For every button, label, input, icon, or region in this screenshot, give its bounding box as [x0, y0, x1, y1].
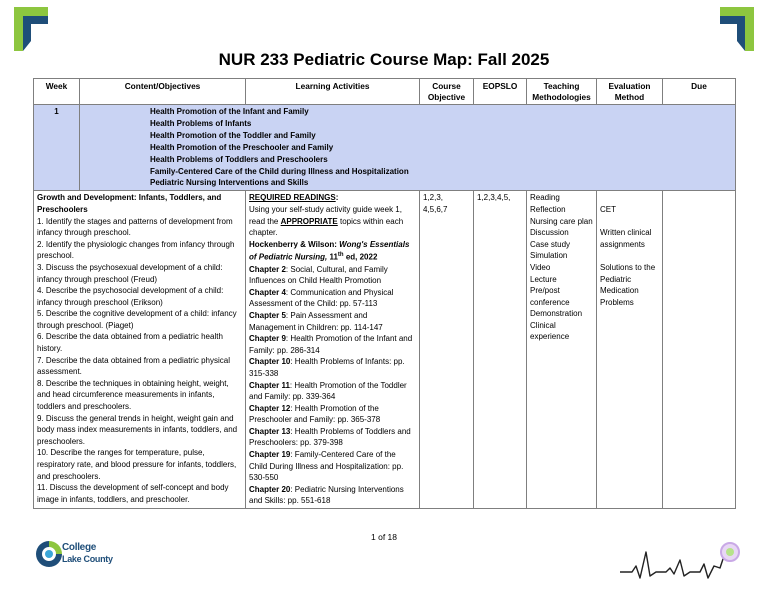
objective-item: 8. Describe the techniques in obtaining height, weight, and head circumference measurements in infants, toddlers and preschoolers. — [37, 378, 229, 412]
course-objective-line: 4,5,6,7 — [423, 204, 448, 214]
evaluation-method: Written clinical assignments — [600, 228, 652, 249]
chapter-reading: Chapter 13: Health Problems of Toddlers and Preschoolers: pp. 379-398 — [249, 426, 411, 448]
week-detail-row — [34, 191, 736, 509]
objective-item: 3. Discuss the psychosexual development of a child: infancy through preschool (Freud) — [37, 262, 223, 284]
chapter-reading: Chapter 2: Social, Cultural, and Family Influences on Child Health Promotion — [249, 264, 388, 286]
teaching-method: Demonstration — [530, 309, 583, 319]
college-logo — [34, 537, 124, 573]
learning-activities-cell — [246, 191, 420, 509]
teaching-method: Clinical experience — [530, 320, 570, 342]
header-course-objective: Course Objective — [420, 79, 474, 105]
week-number: 1 — [34, 105, 80, 191]
teaching-method: Pre/post conference — [530, 286, 570, 307]
evaluation-method: CET — [600, 204, 616, 214]
teaching-methods-cell — [527, 191, 597, 509]
heartbeat-line-icon — [620, 538, 742, 586]
week-topic: Pediatric Nursing Interventions and Skills — [150, 178, 309, 188]
teaching-method: Lecture — [530, 274, 557, 284]
teaching-method: Simulation — [530, 251, 568, 261]
week-topic: Health Promotion of the Infant and Family — [150, 107, 309, 116]
textbook-reference: Hockenberry & Wilson: Wong's Essentials of Pediatric Nursing, 11th ed, 2022 — [249, 239, 410, 262]
course-objective-line: 1,2,3, — [423, 193, 444, 203]
readings-heading: REQUIRED READINGS: — [249, 193, 339, 203]
teaching-method: Nursing care plan — [530, 216, 593, 226]
objective-item: 4. Describe the psychosocial development of a child: infancy through preschool (Erikson) — [37, 286, 224, 307]
teaching-method: Video — [530, 262, 551, 272]
header-eopslo: EOPSLO — [474, 79, 527, 105]
week-topic-row — [34, 105, 736, 191]
objective-item: 6. Describe the data obtained from a pediatric health history. — [37, 332, 223, 354]
chapter-reading: Chapter 5: Pain Assessment and Management in Children: pp. 114-147 — [249, 310, 383, 332]
objective-item: 11. Discuss the development of self-concept and body image in infants, toddlers, and preschooler. — [37, 483, 229, 504]
objective-item: 10. Describe the ranges for temperature, pulse, respiratory rate, and blood pressure for infants, toddlers, and preschoolers. — [37, 448, 237, 481]
corner-bracket-left-icon — [14, 7, 48, 51]
table-header-row — [34, 79, 736, 105]
teaching-method: Reflection — [530, 204, 566, 214]
week-topic: Family-Centered Care of the Child during Illness and Hospitalization — [150, 166, 409, 176]
header-activities: Learning Activities — [246, 79, 420, 105]
college-logo-icon — [34, 539, 64, 569]
objective-item: 7. Describe the data obtained from a pediatric physical assessment. — [37, 355, 230, 377]
evaluation-method: Solutions to the Pediatric Medication Problems — [600, 262, 656, 307]
header-week: Week — [34, 79, 80, 105]
chapter-reading: Chapter 4: Communication and Physical Assessment of the Child: pp. 57-113 — [249, 287, 394, 309]
objective-item: 5. Describe the cognitive development of a child: infancy through preschool. (Piaget) — [37, 309, 237, 330]
readings-intro: Using your self-study activity guide week 1, read the APPROPRIATE topics within each chapter. — [249, 204, 404, 238]
corner-bracket-right-icon — [720, 7, 754, 51]
teaching-method: Reading — [530, 193, 560, 203]
header-due: Due — [663, 79, 736, 105]
evaluation-methods-cell — [597, 191, 663, 509]
week-topic: Health Promotion of the Toddler and Family — [150, 130, 316, 140]
chapter-reading: Chapter 20: Pediatric Nursing Interventions and Skills: pp. 551-618 — [249, 484, 404, 506]
chapter-reading: Chapter 19: Family-Centered Care of the Child During Illness and Hospitalization: pp. 530-550 — [249, 450, 404, 483]
objective-item: 9. Discuss the general trends in height, weight gain and body mass index measurements in infants, toddlers, and preschoolers. — [37, 413, 238, 446]
week-topic: Health Problems of Infants — [150, 118, 252, 128]
week-topic: Health Promotion of the Preschooler and Family — [150, 142, 334, 152]
header-content: Content/Objectives — [80, 79, 246, 105]
week-topic: Health Problems of Toddlers and Preschoolers — [150, 154, 328, 164]
objective-item: 1. Identify the stages and patterns of development from infancy through preschool. — [37, 216, 233, 238]
content-heading: Growth and Development: Infants, Toddlers, and Preschoolers — [37, 193, 222, 214]
chapter-reading: Chapter 10: Health Problems of Infants: pp. 315-338 — [249, 357, 405, 378]
logo-text-line1: College — [62, 542, 97, 553]
header-evaluation: Evaluation Method — [597, 79, 663, 105]
week-topics — [80, 105, 736, 191]
due-cell — [663, 191, 736, 509]
course-objective-cell — [420, 191, 474, 509]
eopslo-cell: 1,2,3,4,5, — [474, 191, 527, 509]
header-teaching: Teaching Methodologies — [527, 79, 597, 105]
logo-text-line2: Lake County — [62, 554, 113, 564]
chapter-reading: Chapter 11: Health Promotion of the Toddler and Family: pp. 339-364 — [249, 380, 407, 402]
course-map-table — [33, 78, 736, 509]
page-number: 1 of 18 — [371, 532, 397, 542]
chapter-reading: Chapter 9: Health Promotion of the Infant and Family: pp. 286-314 — [249, 334, 413, 355]
page-title: NUR 233 Pediatric Course Map: Fall 2025 — [218, 50, 550, 69]
teaching-method: Case study — [530, 239, 571, 249]
teaching-method: Discussion — [530, 228, 569, 238]
chapter-reading: Chapter 12: Health Promotion of the Preschooler and Family: pp. 365-378 — [249, 403, 381, 425]
content-objectives-cell — [34, 191, 246, 509]
objective-item: 2. Identify the physiologic changes from infancy through preschool. — [37, 239, 235, 261]
